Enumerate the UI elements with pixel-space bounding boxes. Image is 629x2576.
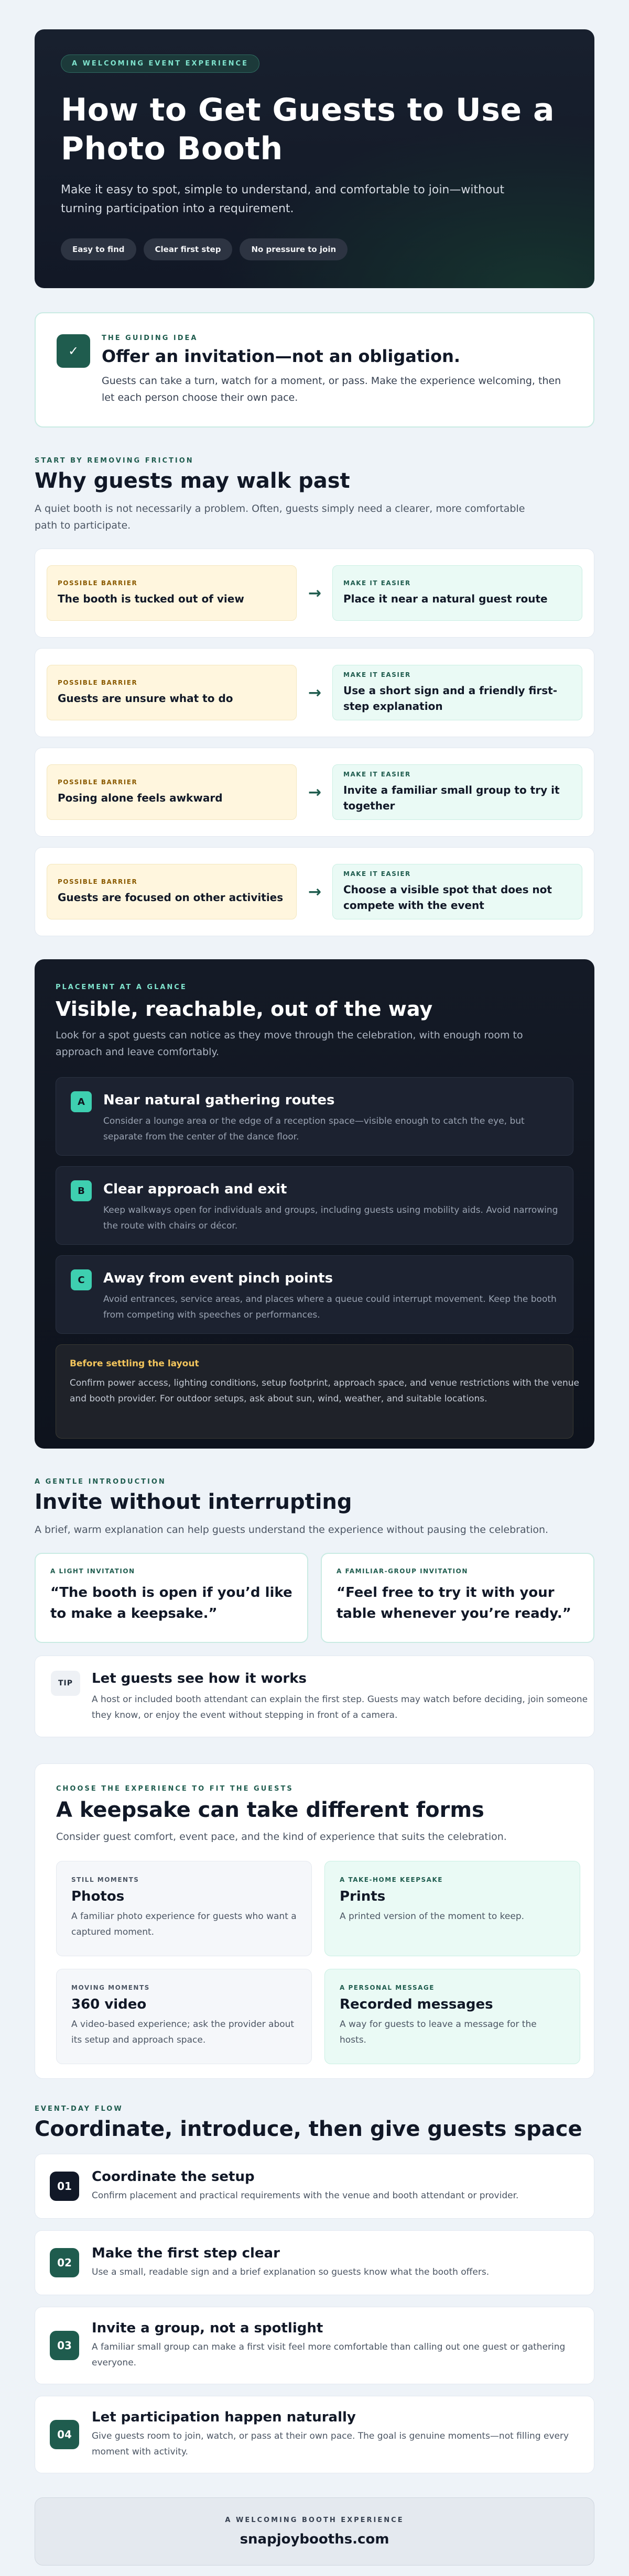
friction-kicker: START BY REMOVING FRICTION [35, 457, 194, 465]
keepsake-card-title: 360 video [71, 1997, 147, 2012]
fix-box [332, 864, 582, 919]
fix-box [332, 565, 582, 621]
tip-title: Let guests see how it works [92, 1671, 307, 1686]
keepsake-card-recorded-messages [324, 1969, 580, 2064]
barrier-label: POSSIBLE BARRIER [58, 579, 138, 587]
placement-item-text: Consider a lounge area or the edge of a reception space—visible enough to catch the eye, but separate from the center of the dance floor. [103, 1116, 525, 1142]
chip-clear-first-step: Clear first step [144, 238, 233, 260]
barrier-text: Posing alone feels awkward [58, 792, 223, 804]
placement-item-text: Avoid entrances, service areas, and places where a queue could interrupt movement. Keep the booth from competing with speeches or performances. [103, 1294, 557, 1320]
guiding-kicker: THE GUIDING IDEA [102, 334, 198, 342]
flow-step [35, 2307, 594, 2384]
barrier-row [35, 748, 594, 837]
tip-badge: TIP [51, 1671, 80, 1696]
fix-label: MAKE IT EASIER [343, 671, 411, 678]
invitation-quote: “Feel free to try it with your table whenever you’re ready.” [337, 1585, 571, 1621]
keepsake-kicker: CHOOSE THE EXPERIENCE TO FIT THE GUESTS [56, 1785, 294, 1793]
fix-label: MAKE IT EASIER [343, 579, 411, 587]
placement-item-text: Keep walkways open for individuals and groups, including guests using mobility aids. Avoid narrowing the route with chairs or décor. [103, 1205, 558, 1231]
placement-list [56, 1077, 573, 1334]
step-text: Use a small, readable sign and a brief explanation so guests know what the booth offers. [92, 2267, 490, 2277]
keepsake-card-360-video [56, 1969, 312, 2064]
fix-text: Invite a familiar small group to try it together [343, 784, 560, 812]
keepsake-card-title: Photos [71, 1889, 125, 1904]
arrow-right-icon: → [308, 683, 322, 702]
keepsake-panel [35, 1763, 594, 2079]
fix-text: Place it near a natural guest route [343, 593, 548, 605]
keepsake-card-label: STILL MOMENTS [71, 1876, 139, 1883]
invite-lead: A brief, warm explanation can help guests understand the experience without pausing the celebration. [35, 1524, 549, 1536]
barrier-row [35, 847, 594, 936]
footer [35, 2497, 594, 2566]
letter-badge: B [71, 1180, 92, 1201]
page-title: How to Get Guests to Use a Photo Booth [61, 92, 555, 167]
flow-step [35, 2230, 594, 2295]
layout-note [56, 1344, 579, 1439]
placement-kicker: PLACEMENT AT A GLANCE [56, 983, 187, 991]
friction-lead: A quiet booth is not necessarily a problem. Often, guests simply need a clearer, more comfortable path to participate. [35, 503, 525, 531]
invitation-card [321, 1553, 594, 1643]
placement-item-title: Clear approach and exit [103, 1181, 287, 1197]
fix-box [332, 764, 582, 820]
footer-kicker: A WELCOMING BOOTH EXPERIENCE [225, 2516, 404, 2524]
step-text: A familiar small group can make a first visit feel more comfortable than calling out one guest or gathering everyone. [92, 2342, 566, 2368]
hero-subtitle: Make it easy to spot, simple to understand, and comfortable to join—without turning participation into a requirement. [61, 183, 505, 215]
barrier-list [35, 549, 594, 936]
keepsake-lead: Consider guest comfort, event pace, and the kind of experience that suits the celebration. [56, 1831, 507, 1843]
arrow-right-icon: → [308, 584, 322, 602]
chip-no-pressure: No pressure to join [240, 238, 348, 260]
layout-note-text: Confirm power access, lighting conditions, setup footprint, approach space, and venue restrictions with the venue and booth provider. For outdoor setups, ask about sun, wind, weather, and suitable locations. [70, 1378, 579, 1404]
invitation-label: A FAMILIAR-GROUP INVITATION [337, 1567, 468, 1575]
keepsake-card-text: A printed version of the moment to keep. [340, 1911, 525, 1922]
barrier-label: POSSIBLE BARRIER [58, 679, 138, 686]
keepsake-card-text: A way for guests to leave a message for the hosts. [340, 2019, 537, 2045]
hero-banner [35, 29, 594, 288]
step-text: Confirm placement and practical requirements with the venue and booth attendant or provider. [92, 2190, 519, 2201]
step-title: Invite a group, not a spotlight [92, 2320, 323, 2336]
footer-site-link[interactable]: snapjoybooths.com [240, 2531, 389, 2547]
barrier-text: The booth is tucked out of view [58, 593, 244, 605]
guiding-text: Guests can take a turn, watch for a moment, or pass. Make the experience welcoming, then let each person choose their own pace. [102, 375, 561, 403]
invite-title: Invite without interrupting [35, 1490, 352, 1514]
placement-item-title: Near natural gathering routes [103, 1092, 335, 1108]
invite-cards [35, 1553, 594, 1643]
placement-item [56, 1077, 573, 1156]
tip-text: A host or included booth attendant can explain the first step. Guests may watch before deciding, join someone they know, or enjoy the event without stepping in front of a camera. [92, 1694, 588, 1720]
flow-kicker: EVENT-DAY FLOW [35, 2105, 123, 2113]
invitation-quote: “The booth is open if you’d like to make a keepsake.” [50, 1585, 292, 1621]
keepsake-title: A keepsake can take different forms [56, 1798, 484, 1822]
keepsake-grid [56, 1861, 573, 2064]
check-icon: ✓ [57, 334, 90, 368]
keepsake-card-text: A video-based experience; ask the provider about its setup and approach space. [71, 2019, 295, 2045]
chip-easy-to-find: Easy to find [61, 238, 136, 260]
placement-panel [35, 959, 594, 1449]
letter-badge: A [71, 1091, 92, 1112]
tip-card [35, 1656, 594, 1737]
flow-step [35, 2396, 594, 2473]
arrow-right-icon: → [308, 783, 322, 802]
placement-title: Visible, reachable, out of the way [56, 997, 433, 1021]
barrier-row [35, 648, 594, 737]
barrier-box [47, 665, 297, 720]
guiding-title: Offer an invitation—not an obligation. [102, 346, 460, 366]
fix-text: Choose a visible spot that does not compete with the event [343, 883, 552, 912]
letter-badge: C [71, 1269, 92, 1290]
step-title: Make the first step clear [92, 2245, 280, 2261]
invitation-label: A LIGHT INVITATION [50, 1567, 135, 1575]
invite-section-header [35, 1478, 594, 1538]
barrier-label: POSSIBLE BARRIER [58, 779, 138, 786]
step-title: Coordinate the setup [92, 2169, 255, 2185]
barrier-text: Guests are unsure what to do [58, 692, 233, 705]
guiding-idea-card [35, 312, 594, 427]
invitation-card [35, 1553, 308, 1643]
step-number: 01 [50, 2172, 79, 2201]
barrier-text: Guests are focused on other activities [58, 891, 284, 904]
arrow-right-icon: → [308, 882, 322, 901]
placement-item [56, 1255, 573, 1334]
hero-chips [61, 238, 568, 260]
barrier-label: POSSIBLE BARRIER [58, 878, 138, 885]
keepsake-card-prints [324, 1861, 580, 1956]
layout-note-title: Before settling the layout [70, 1358, 199, 1369]
flow-step [35, 2154, 594, 2219]
flow-section-header [35, 2105, 594, 2141]
keepsake-card-title: Prints [340, 1889, 386, 1904]
flow-steps [35, 2154, 594, 2473]
friction-section-header [35, 457, 594, 534]
placement-item-title: Away from event pinch points [103, 1270, 333, 1286]
keepsake-card-photos [56, 1861, 312, 1956]
keepsake-card-title: Recorded messages [340, 1997, 493, 2012]
step-number: 04 [50, 2420, 79, 2449]
keepsake-card-label: MOVING MOMENTS [71, 1984, 150, 1991]
step-number: 03 [50, 2331, 79, 2360]
step-number: 02 [50, 2248, 79, 2277]
step-title: Let participation happen naturally [92, 2409, 356, 2425]
barrier-box [47, 764, 297, 820]
barrier-box [47, 864, 297, 919]
flow-title: Coordinate, introduce, then give guests space [35, 2117, 582, 2141]
placement-lead: Look for a spot guests can notice as they move through the celebration, with enough room to approach and leave comfortably. [56, 1029, 523, 1058]
keepsake-card-label: A PERSONAL MESSAGE [340, 1984, 435, 1991]
step-text: Give guests room to join, watch, or pass at their own pace. The goal is genuine moments—not filling every moment with activity. [92, 2431, 569, 2457]
fix-text: Use a short sign and a friendly first-step explanation [343, 684, 557, 712]
barrier-row [35, 549, 594, 638]
friction-title: Why guests may walk past [35, 469, 350, 493]
keepsake-card-text: A familiar photo experience for guests who want a captured moment. [71, 1911, 297, 1937]
placement-item [56, 1166, 573, 1245]
fix-label: MAKE IT EASIER [343, 870, 411, 878]
barrier-box [47, 565, 297, 621]
invite-kicker: A GENTLE INTRODUCTION [35, 1478, 166, 1486]
fix-label: MAKE IT EASIER [343, 771, 411, 778]
hero-kicker: A WELCOMING EVENT EXPERIENCE [61, 54, 259, 73]
fix-box [332, 665, 582, 720]
keepsake-card-label: A TAKE-HOME KEEPSAKE [340, 1876, 443, 1883]
